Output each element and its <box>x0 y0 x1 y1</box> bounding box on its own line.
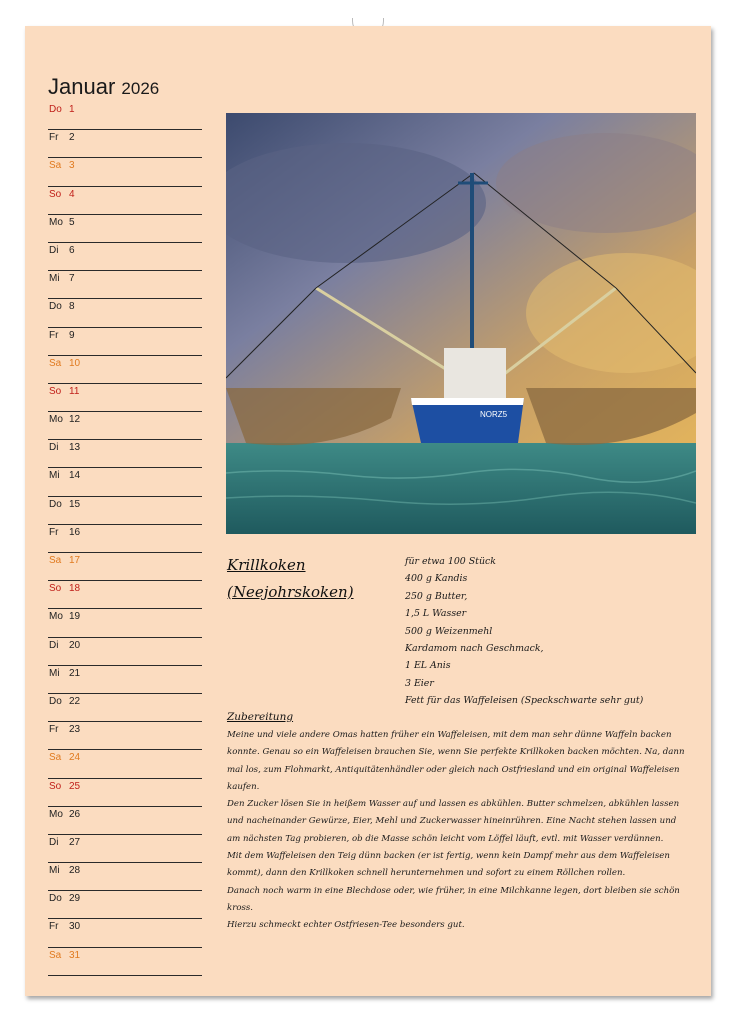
day-name: Mo <box>49 611 63 623</box>
day-number: 31 <box>69 949 81 961</box>
day-name: Mi <box>49 865 60 877</box>
day-row <box>48 609 202 637</box>
day-name: Sa <box>49 555 62 566</box>
day-name: Di <box>49 244 59 256</box>
day-name: Sa <box>49 357 62 369</box>
day-number: 29 <box>69 893 81 905</box>
day-name: Sa <box>49 160 62 172</box>
day-row <box>48 130 202 158</box>
day-row <box>48 553 202 581</box>
day-number: 28 <box>69 865 81 877</box>
day-name: Di <box>49 639 59 651</box>
day-name: Do <box>49 893 62 905</box>
day-list <box>48 102 202 976</box>
day-row <box>48 187 202 215</box>
day-number: 21 <box>69 667 81 679</box>
preparation-paragraph: Den Zucker lösen Sie in heißem Wasser auf und lassen es abkühlen. Butter schmelzen, abkühlen lassen und nacheinander Gewürze, Eier, Mehl und Zuckerwasser hineinrühren. Eine Nacht stehen lassen und am nächsten Tag probieren, ob die Masse schön leicht vom Löffel läuft, evtl. mit Wasser verdünnen. <box>227 799 680 844</box>
day-number: 11 <box>69 385 80 397</box>
day-number: 20 <box>69 639 81 651</box>
day-row <box>48 835 202 863</box>
boat-name-label: NORZ5 <box>480 410 508 419</box>
ingredient-item: 1 EL Anis <box>405 660 451 672</box>
preparation-paragraph: Hierzu schmeckt echter Ostfriesen-Tee besonders gut. <box>227 920 465 931</box>
day-name: Sa <box>49 752 62 764</box>
day-number: 30 <box>69 921 81 933</box>
day-number: 2 <box>69 132 75 144</box>
preparation-heading: Zubereitung <box>227 711 294 723</box>
day-number: 9 <box>69 329 75 341</box>
day-number: 1 <box>69 104 75 115</box>
day-name: Do <box>49 695 62 707</box>
day-name: Mi <box>49 667 60 679</box>
day-name: Mo <box>49 216 63 228</box>
day-name: Di <box>49 442 59 454</box>
day-row <box>48 215 202 243</box>
day-row <box>48 271 202 299</box>
day-number: 23 <box>69 724 81 736</box>
day-row <box>48 384 202 412</box>
day-row <box>48 863 202 891</box>
ingredient-item: 3 Eier <box>405 677 434 689</box>
day-name: Fr <box>49 526 59 538</box>
day-row <box>48 581 202 609</box>
day-number: 27 <box>69 836 81 848</box>
day-name: Do <box>49 301 62 313</box>
ingredient-item: 500 g Weizenmehl <box>405 625 493 637</box>
day-row <box>48 919 202 947</box>
day-number: 14 <box>69 470 81 482</box>
day-number: 16 <box>69 526 81 538</box>
day-row <box>48 891 202 919</box>
day-number: 15 <box>69 498 81 510</box>
day-name: Fr <box>49 921 59 933</box>
day-name: Mo <box>49 414 63 426</box>
day-row <box>48 102 202 130</box>
day-name: Mi <box>49 273 60 285</box>
day-row <box>48 440 202 468</box>
ingredient-item: 1,5 L Wasser <box>405 608 467 620</box>
ingredient-item: 250 g Butter, <box>405 590 468 602</box>
day-name: Sa <box>49 949 62 961</box>
day-row <box>48 807 202 835</box>
day-name: So <box>49 188 62 200</box>
day-row <box>48 468 202 496</box>
preparation-paragraph: Meine und viele andere Omas hatten früher ein Waffeleisen, mit dem man sehr dünne Waffeln backen konnte. Genau so ein Waffeleisen brauchen Sie, wenn Sie perfekte Krillkoken backen möchten. Na, dann mal los, zum Flohmarkt, Antiquitätenhändler oder gleich nach Ostfriesland und ein original Waffeleisen kaufen. <box>227 730 685 792</box>
day-row <box>48 356 202 384</box>
day-row <box>48 299 202 327</box>
day-name: Fr <box>49 724 59 736</box>
day-name: So <box>49 385 62 397</box>
ingredient-list <box>405 553 695 710</box>
month-name: Januar <box>48 74 116 99</box>
day-name: Do <box>49 498 62 510</box>
day-name: So <box>49 780 62 792</box>
day-name: Do <box>49 104 62 115</box>
month-title <box>48 74 159 100</box>
ingredient-item: Fett für das Waffeleisen (Speckschwarte sehr gut) <box>405 695 644 707</box>
ingredient-item: für etwa 100 Stück <box>405 556 496 567</box>
preparation-paragraph: Mit dem Waffeleisen den Teig dünn backen (er ist fertig, wenn kein Dampf mehr aus dem Waffeleisen kommt), dann den Krillkoken schnell herunternehmen und sofort zu einem Röllchen rollen. <box>227 851 670 879</box>
day-number: 26 <box>69 808 81 820</box>
day-number: 25 <box>69 780 81 792</box>
day-number: 4 <box>69 188 75 200</box>
day-number: 3 <box>69 160 75 172</box>
day-name: Fr <box>49 329 59 341</box>
day-row <box>48 694 202 722</box>
recipe-title-line1: Krillkoken <box>227 556 306 574</box>
day-number: 19 <box>69 611 81 623</box>
ingredient-item: Kardamom nach Geschmack, <box>405 643 544 655</box>
preparation-paragraph: Danach noch warm in eine Blechdose oder, wie früher, in eine Milchkanne legen, dort bleiben sie schön kross. <box>227 885 680 913</box>
day-row <box>48 722 202 750</box>
day-number: 12 <box>69 414 81 426</box>
day-row <box>48 328 202 356</box>
recipe-title-line2: (Neejohrskoken) <box>227 583 354 601</box>
day-name: Fr <box>49 132 59 144</box>
day-row <box>48 638 202 666</box>
day-name: Di <box>49 836 59 848</box>
day-name: So <box>49 583 62 595</box>
day-number: 8 <box>69 301 75 313</box>
day-number: 6 <box>69 244 75 256</box>
year: 2026 <box>121 79 160 98</box>
day-number: 5 <box>69 216 75 228</box>
day-name: Mi <box>49 470 60 482</box>
recipe-title <box>227 552 354 606</box>
photo-illustration <box>226 113 696 534</box>
day-number: 13 <box>69 442 81 454</box>
day-row <box>48 412 202 440</box>
day-number: 17 <box>69 555 81 566</box>
day-number: 22 <box>69 695 81 707</box>
shrimp-boat-photo <box>226 113 696 534</box>
day-name: Mo <box>49 808 63 820</box>
day-number: 24 <box>69 752 81 764</box>
day-row <box>48 158 202 186</box>
day-number: 18 <box>69 583 81 595</box>
ingredient-item: 400 g Kandis <box>405 573 468 585</box>
day-row <box>48 243 202 271</box>
day-number: 7 <box>69 273 75 285</box>
day-row <box>48 666 202 694</box>
day-row <box>48 750 202 778</box>
day-row <box>48 497 202 525</box>
preparation-text <box>227 727 687 935</box>
day-row <box>48 525 202 553</box>
day-row <box>48 948 202 976</box>
day-number: 10 <box>69 357 81 369</box>
day-row <box>48 779 202 807</box>
